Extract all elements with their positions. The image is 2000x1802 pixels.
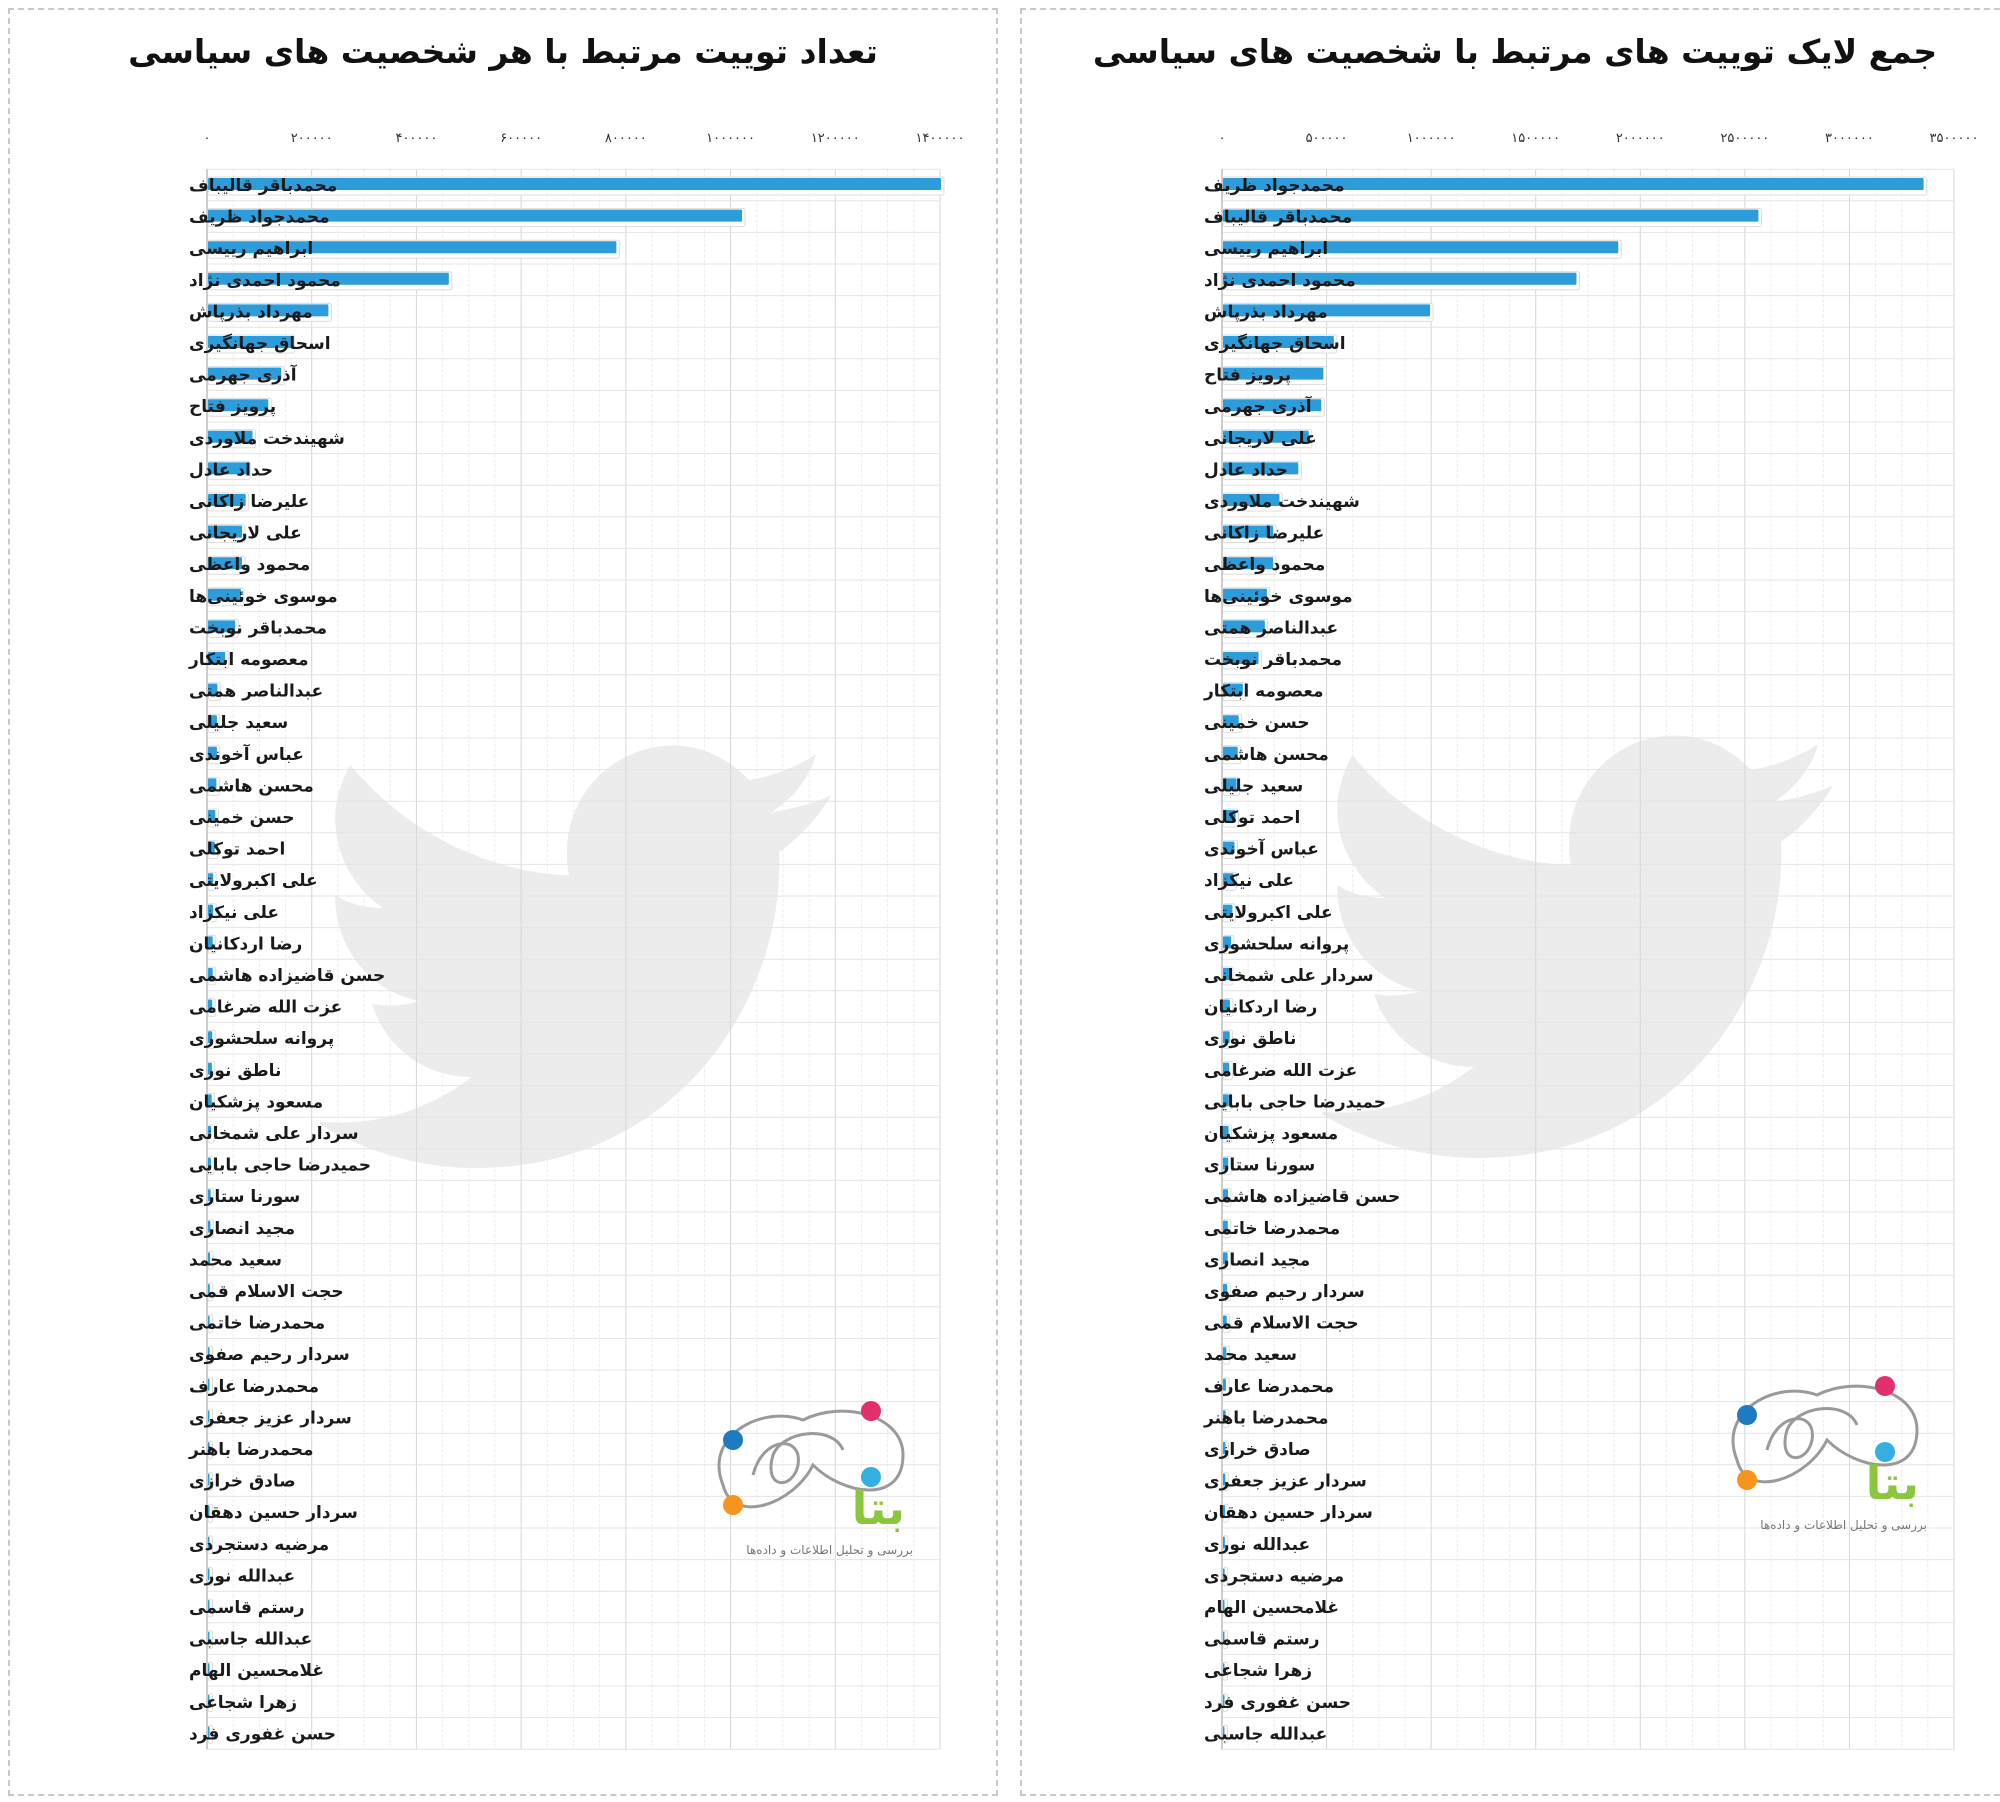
category-label: علی نیکزاد bbox=[189, 902, 280, 923]
category-label: ابراهیم رییسی bbox=[189, 239, 314, 260]
category-label: سورنا ستاری bbox=[189, 1187, 301, 1208]
category-label: حداد عادل bbox=[1204, 460, 1289, 481]
x-tick-label: ۱۵۰۰۰۰۰ bbox=[1511, 131, 1561, 146]
category-label: عبدالله جاسبی bbox=[189, 1629, 313, 1650]
logo-dot-icon bbox=[1737, 1405, 1757, 1425]
category-label: سردار حسین دهقان bbox=[1204, 1503, 1373, 1524]
category-label: محمدرضا عارف bbox=[189, 1376, 320, 1397]
category-label: ناطق نوری bbox=[1204, 1029, 1297, 1050]
category-label: حسن قاضیزاده هاشمی bbox=[1204, 1187, 1401, 1208]
category-label: سعید محمد bbox=[1204, 1345, 1297, 1366]
category-label: محمدرضا باهنر bbox=[1204, 1408, 1329, 1429]
category-label: صادق خرازی bbox=[1204, 1440, 1311, 1460]
category-label: رضا اردکانیان bbox=[1204, 997, 1318, 1018]
category-label: صادق خرازی bbox=[189, 1471, 296, 1492]
category-label: اسحاق جهانگیری bbox=[1204, 334, 1346, 354]
category-label: پروانه سلحشوری bbox=[189, 1029, 335, 1050]
category-label: حسن غفوری فرد bbox=[189, 1724, 336, 1745]
chart-title: جمع لایک توییت های مرتبط با شخصیت های سیاسی bbox=[1092, 32, 1938, 71]
category-label: موسوی خوئینی‌ها bbox=[1204, 586, 1353, 607]
category-label: مهرداد بذرپاش bbox=[189, 302, 313, 323]
x-tick-label: ۰ bbox=[1218, 131, 1226, 146]
category-label: احمد توکلی bbox=[1204, 808, 1301, 828]
category-label: زهرا شجاعی bbox=[1204, 1661, 1313, 1682]
count-chart-panel bbox=[8, 8, 998, 1796]
beta-logo bbox=[693, 1395, 933, 1565]
category-label: ناطق نوری bbox=[189, 1060, 282, 1081]
category-label: محسن هاشمی bbox=[1204, 744, 1329, 765]
category-label: سردار عزیز جعفری bbox=[189, 1408, 352, 1429]
logo-dot-icon bbox=[1875, 1376, 1895, 1396]
x-tick-label: ۱۰۰۰۰۰۰ bbox=[706, 131, 756, 146]
category-label: محمدباقر قالیباف bbox=[189, 176, 338, 196]
x-tick-label: ۰ bbox=[203, 131, 211, 146]
category-label: محمود واعظی bbox=[1204, 555, 1326, 576]
category-label: مجید انصاری bbox=[189, 1218, 296, 1239]
category-label: سورنا ستاری bbox=[1204, 1155, 1316, 1176]
category-label: عبدالناصر همتی bbox=[1204, 618, 1339, 639]
x-tick-label: ۴۰۰۰۰۰ bbox=[395, 131, 438, 146]
category-label: محمدجواد ظریف bbox=[1204, 176, 1345, 196]
category-label: حسن غفوری فرد bbox=[1204, 1692, 1351, 1713]
category-label: عبدالله نوری bbox=[189, 1566, 296, 1587]
beta-logo-tagline: بررسی و تحلیل اطلاعات و داده‌ها bbox=[746, 1543, 913, 1557]
category-label: پروانه سلحشوری bbox=[1204, 934, 1350, 955]
category-label: عباس آخوندی bbox=[1204, 839, 1319, 860]
x-tick-label: ۸۰۰۰۰۰ bbox=[604, 131, 647, 146]
x-tick-label: ۵۰۰۰۰۰ bbox=[1305, 131, 1348, 146]
category-label: محمدرضا عارف bbox=[1204, 1376, 1335, 1397]
beta-logo-tagline: بررسی و تحلیل اطلاعات و داده‌ها bbox=[1760, 1518, 1927, 1532]
category-label: عزت الله ضرغامی bbox=[189, 997, 343, 1018]
category-label: سعید جلیلی bbox=[189, 713, 289, 734]
category-label: محمدباقر نوبخت bbox=[189, 618, 328, 639]
category-label: رستم قاسمی bbox=[1204, 1629, 1320, 1650]
category-label: احمد توکلی bbox=[189, 839, 286, 860]
logo-dot-icon bbox=[861, 1401, 881, 1421]
category-label: محمدرضا خاتمی bbox=[1204, 1218, 1341, 1239]
beta-logo bbox=[1707, 1370, 1947, 1540]
logo-dot-icon bbox=[723, 1495, 743, 1515]
category-label: شهیندخت ملاوردی bbox=[1204, 492, 1360, 512]
category-label: مرضیه دستجردی bbox=[189, 1534, 330, 1555]
logo-dot-icon bbox=[723, 1430, 743, 1450]
category-label: محمدرضا خاتمی bbox=[189, 1313, 326, 1334]
category-label: سردار علی شمخانی bbox=[1204, 966, 1374, 986]
category-label: اسحاق جهانگیری bbox=[189, 334, 331, 354]
category-label: حجت الاسلام قمی bbox=[1204, 1313, 1359, 1334]
x-tick-label: ۱۴۰۰۰۰۰ bbox=[915, 131, 965, 146]
category-label: آذری جهرمی bbox=[189, 365, 297, 386]
x-tick-label: ۳۵۰۰۰۰۰ bbox=[1929, 131, 1979, 146]
x-tick-label: ۶۰۰۰۰۰ bbox=[500, 131, 543, 146]
category-label: سردار حسین دهقان bbox=[189, 1503, 358, 1524]
category-label: علی لاریجانی bbox=[189, 523, 302, 544]
category-label: علی لاریجانی bbox=[1204, 428, 1317, 449]
category-label: حمیدرضا حاجی بابایی bbox=[189, 1155, 372, 1176]
category-label: سعید جلیلی bbox=[1204, 776, 1304, 797]
category-label: غلامحسین الهام bbox=[1204, 1598, 1340, 1618]
category-label: غلامحسین الهام bbox=[189, 1661, 325, 1682]
category-label: مهرداد بذرپاش bbox=[1204, 302, 1328, 323]
category-label: عباس آخوندی bbox=[189, 744, 304, 765]
category-label: علی اکبرولایتی bbox=[189, 871, 318, 892]
category-label: آذری جهرمی bbox=[1204, 397, 1312, 418]
likes-chart-panel bbox=[1020, 8, 2000, 1796]
category-label: شهیندخت ملاوردی bbox=[189, 428, 345, 449]
category-label: سردار عزیز جعفری bbox=[1204, 1471, 1367, 1492]
category-label: حسن خمینی bbox=[1204, 713, 1310, 734]
category-label: عزت الله ضرغامی bbox=[1204, 1060, 1358, 1081]
category-label: عبدالله نوری bbox=[1204, 1534, 1311, 1555]
category-label: پرویز فتاح bbox=[1204, 365, 1292, 386]
category-label: پرویز فتاح bbox=[189, 397, 277, 418]
category-label: حسن خمینی bbox=[189, 808, 295, 828]
category-label: علیرضا زاکانی bbox=[189, 492, 310, 512]
category-label: محمدباقر قالیباف bbox=[1204, 207, 1353, 228]
x-tick-label: ۲۰۰۰۰۰ bbox=[290, 131, 333, 146]
category-label: سعید محمد bbox=[189, 1250, 282, 1271]
category-label: عبدالناصر همتی bbox=[189, 681, 324, 702]
category-label: معصومه ابتکار bbox=[1204, 681, 1324, 702]
category-label: ابراهیم رییسی bbox=[1204, 239, 1329, 260]
category-label: محمود احمدی نژاد bbox=[1204, 270, 1356, 291]
category-label: محسن هاشمی bbox=[189, 776, 314, 797]
chart-title: تعداد توییت مرتبط با هر شخصیت های سیاسی bbox=[128, 32, 878, 71]
category-label: زهرا شجاعی bbox=[189, 1692, 298, 1713]
category-label: سردار علی شمخانی bbox=[189, 1124, 359, 1144]
x-tick-label: ۲۰۰۰۰۰۰ bbox=[1615, 131, 1665, 146]
category-label: موسوی خوئینی‌ها bbox=[189, 586, 338, 607]
x-tick-label: ۱۰۰۰۰۰۰ bbox=[1406, 131, 1456, 146]
logo-dot-icon bbox=[1737, 1470, 1757, 1490]
category-label: حسن قاضیزاده هاشمی bbox=[189, 966, 386, 986]
category-label: محمود واعظی bbox=[189, 555, 311, 576]
x-tick-label: ۲۵۰۰۰۰۰ bbox=[1720, 131, 1770, 146]
beta-logo-word: بتا bbox=[1865, 1456, 1919, 1510]
category-label: مسعود پزشکیان bbox=[1204, 1124, 1339, 1144]
beta-logo-word: بتا bbox=[851, 1481, 905, 1535]
category-label: حداد عادل bbox=[189, 460, 274, 481]
category-label: سردار رحیم صفوی bbox=[1204, 1282, 1365, 1302]
category-label: محمود احمدی نژاد bbox=[189, 270, 341, 291]
category-label: معصومه ابتکار bbox=[189, 650, 309, 670]
category-label: مسعود پزشکیان bbox=[189, 1092, 324, 1113]
category-label: رستم قاسمی bbox=[189, 1598, 305, 1618]
category-label: علی نیکزاد bbox=[1204, 871, 1295, 892]
category-label: محمدجواد ظریف bbox=[189, 207, 330, 228]
category-label: عبدالله جاسبی bbox=[1204, 1724, 1328, 1745]
category-label: حمیدرضا حاجی بابایی bbox=[1204, 1092, 1387, 1113]
category-label: مرضیه دستجردی bbox=[1204, 1566, 1345, 1587]
category-label: مجید انصاری bbox=[1204, 1250, 1311, 1271]
x-tick-label: ۳۰۰۰۰۰۰ bbox=[1824, 131, 1874, 146]
category-label: علی اکبرولایتی bbox=[1204, 902, 1333, 923]
category-label: رضا اردکانیان bbox=[189, 934, 303, 955]
category-label: محمدرضا باهنر bbox=[189, 1440, 314, 1460]
x-tick-label: ۱۲۰۰۰۰۰ bbox=[810, 131, 860, 146]
category-label: حجت الاسلام قمی bbox=[189, 1282, 344, 1302]
category-label: علیرضا زاکانی bbox=[1204, 523, 1325, 544]
category-label: محمدباقر نوبخت bbox=[1204, 650, 1343, 670]
category-label: سردار رحیم صفوی bbox=[189, 1345, 350, 1366]
